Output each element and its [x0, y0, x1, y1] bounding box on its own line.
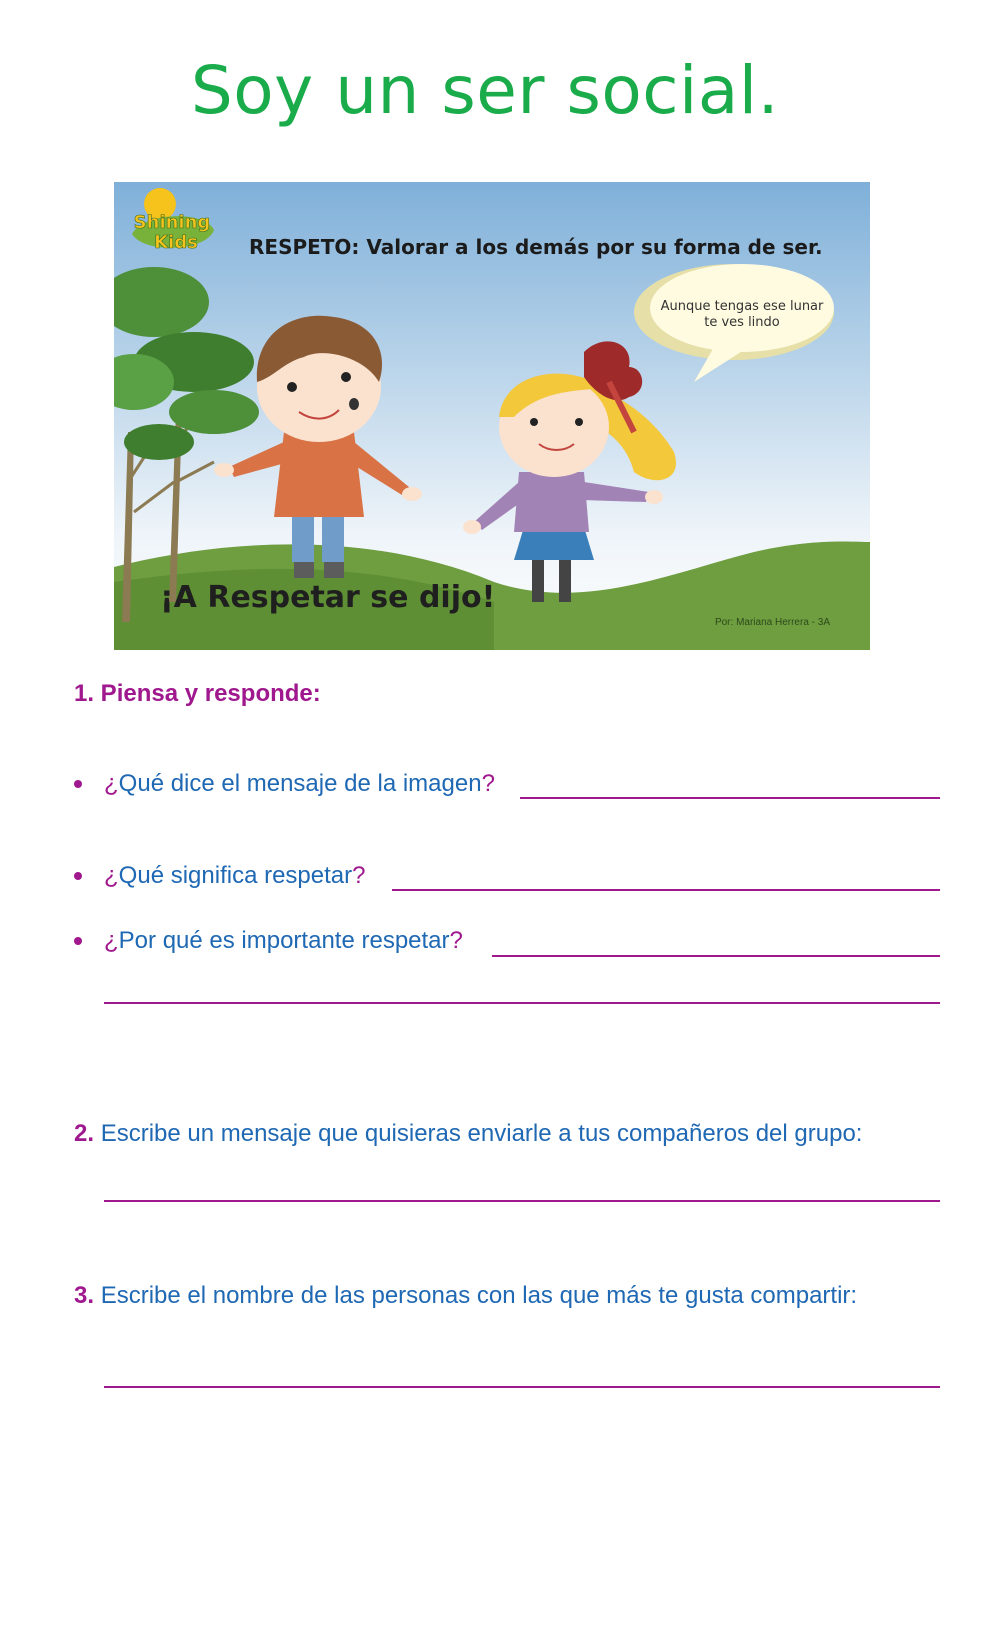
bullet-icon: [74, 780, 82, 788]
respect-illustration: [114, 182, 870, 650]
section2-prompt: [74, 1120, 862, 1148]
answer-line-2[interactable]: [392, 889, 940, 891]
section3-number: 3.: [74, 1282, 95, 1309]
logo-text-2: Kids: [154, 232, 198, 253]
illustration-credit: Por: Mariana Herrera - 3A: [714, 617, 830, 628]
page-title: Soy un ser social.: [190, 52, 780, 129]
question-3-text: Por qué es importante respetar: [118, 927, 450, 954]
question-3-close: ?: [449, 927, 463, 954]
answer-line-4[interactable]: [104, 1200, 940, 1202]
question-3-open: ¿: [104, 927, 119, 954]
speech-line-2: te ves lindo: [704, 315, 780, 330]
answer-line-1[interactable]: [520, 797, 940, 799]
question-1-open: ¿: [104, 770, 119, 797]
section3-text: Escribe el nombre de las personas con las que más te gusta compartir:: [100, 1282, 858, 1309]
illustration-slogan: ¡A Respetar se dijo!: [160, 580, 496, 615]
section2-number: 2.: [74, 1120, 95, 1147]
bullet-icon: [74, 872, 82, 880]
section2-text: Escribe un mensaje que quisieras enviarle a tus compañeros del grupo:: [100, 1120, 863, 1147]
question-2-text: Qué significa respetar: [118, 862, 353, 889]
answer-line-3[interactable]: [492, 955, 940, 957]
bullet-icon: [74, 937, 82, 945]
answer-line-5[interactable]: [104, 1386, 940, 1388]
question-1-close: ?: [481, 770, 495, 797]
section1-heading: 1. Piensa y responde:: [74, 680, 321, 707]
illustration-headline: RESPETO: Valorar a los demás por su forma de ser.: [249, 235, 823, 259]
question-2-open: ¿: [104, 862, 119, 889]
question-2-close: ?: [352, 862, 366, 889]
answer-line-3b[interactable]: [104, 1002, 940, 1004]
question-1-text: Qué dice el mensaje de la imagen: [118, 770, 482, 797]
section3-prompt: [74, 1282, 857, 1310]
logo-text-1: Shining: [133, 212, 211, 233]
speech-line-1: Aunque tengas ese lunar: [660, 299, 824, 314]
